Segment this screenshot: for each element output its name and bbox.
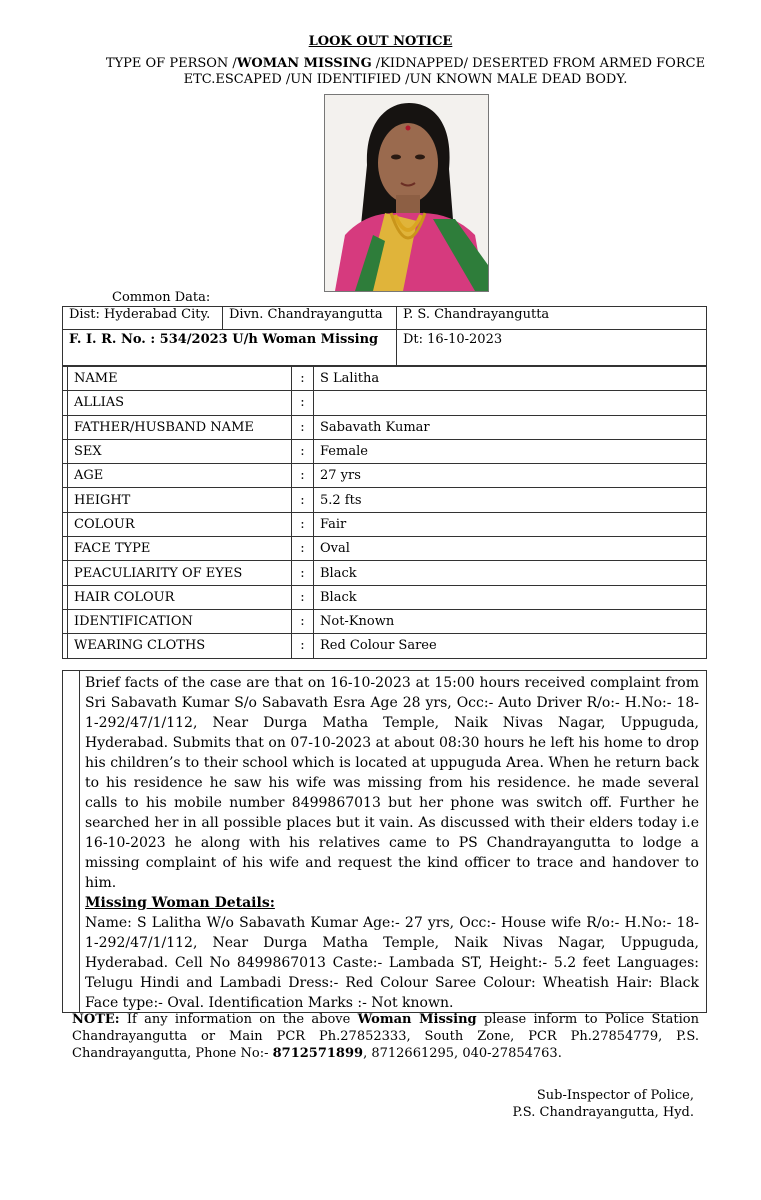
detail-value: Sabavath Kumar <box>314 415 707 439</box>
detail-label: ALLIAS <box>68 391 292 415</box>
type-prefix: TYPE OF PERSON / <box>105 56 237 71</box>
detail-row <box>63 488 707 512</box>
detail-value: Not-Known <box>314 609 707 633</box>
detail-colon: : <box>292 585 314 609</box>
common-data-label: Common Data: <box>112 290 211 305</box>
detail-label: COLOUR <box>68 512 292 536</box>
signature-title: Sub-Inspector of Police, <box>536 1088 694 1103</box>
brief-facts: Brief facts of the case are that on 16-10-2023 at 15:00 hours received complaint from Sri Sabavath Kumar S/o Sabavath Esra Age 28 yrs, Occ:- Auto Driver R/o:- H.No:- 18-1-292/47/1/112, Near Durga Matha Temple, Naik Nivas Nagar, Uppuguda, Hyderabad. Submits that on 07-10-2023 at about 08:30 hours he left his home to drop his children’s to their school which is located at uppuguda Area. When he return back to his residence he saw his wife was missing from his residence. he made several calls to his mobile number 8499867013 but her phone was switch off. Further he searched her in all possible places but it vain. As discussed with their elders today i.e 16-10-2023 he along with his relatives came to PS Chandrayangutta to lodge a missing complaint of his wife and request the kind officer to trace and handover to him. <box>85 675 699 891</box>
note-highlight: Woman Missing <box>357 1012 477 1027</box>
detail-row <box>63 561 707 585</box>
detail-colon: : <box>292 512 314 536</box>
case-facts-box <box>62 670 707 1013</box>
detail-row <box>63 367 707 391</box>
note-text-2: please inform to Police Station Chandrayangutta or Main PCR Ph.27852333, South Zone, PCR Ph.27854779, P.S. Chandrayangutta, Phone No:- <box>72 1012 699 1061</box>
detail-value: Black <box>314 561 707 585</box>
detail-label: NAME <box>68 367 292 391</box>
detail-value: S Lalitha <box>314 367 707 391</box>
facts-gutter-line <box>79 671 80 1012</box>
notice-title: LOOK OUT NOTICE <box>308 34 453 49</box>
detail-value: Red Colour Saree <box>314 634 707 658</box>
contact-note <box>72 1011 699 1062</box>
detail-value: 5.2 fts <box>314 488 707 512</box>
case-header-table <box>62 306 707 366</box>
missing-person-photo <box>324 94 489 292</box>
detail-label: WEARING CLOTHS <box>68 634 292 658</box>
detail-row <box>63 512 707 536</box>
detail-colon: : <box>292 391 314 415</box>
missing-details-heading: Missing Woman Details: <box>85 895 275 911</box>
fir-date-cell: Dt: 16-10-2023 <box>397 330 707 366</box>
detail-colon: : <box>292 634 314 658</box>
detail-row <box>63 464 707 488</box>
detail-colon: : <box>292 367 314 391</box>
detail-row <box>63 609 707 633</box>
note-text-1: If any information on the above <box>119 1012 358 1027</box>
detail-row <box>63 537 707 561</box>
detail-label: AGE <box>68 464 292 488</box>
detail-label: FACE TYPE <box>68 537 292 561</box>
detail-label: PEACULIARITY OF EYES <box>68 561 292 585</box>
district-cell: Dist: Hyderabad City. <box>63 307 223 330</box>
signature-station: P.S. Chandrayangutta, Hyd. <box>512 1105 694 1120</box>
police-station-cell: P. S. Chandrayangutta <box>397 307 707 330</box>
detail-colon: : <box>292 537 314 561</box>
detail-value <box>314 391 707 415</box>
person-details-table <box>62 366 707 659</box>
detail-colon: : <box>292 439 314 463</box>
detail-value: Fair <box>314 512 707 536</box>
person-type-line <box>100 56 711 88</box>
case-facts-text <box>85 673 699 1013</box>
detail-label: HAIR COLOUR <box>68 585 292 609</box>
note-text-3: , 8712661295, 040-27854763. <box>363 1046 562 1061</box>
detail-value: Female <box>314 439 707 463</box>
detail-value: Black <box>314 585 707 609</box>
detail-colon: : <box>292 561 314 585</box>
portrait-illustration <box>325 95 488 291</box>
detail-label: FATHER/HUSBAND NAME <box>68 415 292 439</box>
detail-colon: : <box>292 488 314 512</box>
missing-woman-details: Name: S Lalitha W/o Sabavath Kumar Age:- 27 yrs, Occ:- House wife R/o:- H.No:- 18-1-292/47/1/112, Near Durga Matha Temple, Naik Nivas Nagar, Uppuguda, Hyderabad. Cell No 8499867013 Caste:- Lambada ST, Height:- 5.2 feet Languages: Telugu Hindi and Lambadi Dress:- Red Colour Saree Colour: Wheatish Hair: Black Face type:- Oval. Identification Marks :- Not known. <box>85 915 699 1011</box>
detail-label: SEX <box>68 439 292 463</box>
detail-row <box>63 634 707 658</box>
detail-row <box>63 415 707 439</box>
detail-colon: : <box>292 415 314 439</box>
officer-signature <box>474 1087 694 1121</box>
note-label: NOTE: <box>72 1012 120 1027</box>
detail-value: 27 yrs <box>314 464 707 488</box>
detail-row <box>63 585 707 609</box>
detail-row <box>63 391 707 415</box>
detail-colon: : <box>292 464 314 488</box>
detail-row <box>63 439 707 463</box>
primary-phone: 8712571899 <box>272 1046 364 1061</box>
type-suffix: /KIDNAPPED/ DESERTED FROM ARMED FORCE ETC.ESCAPED /UN IDENTIFIED /UN KNOWN MALE DEAD BODY. <box>183 56 706 87</box>
detail-label: HEIGHT <box>68 488 292 512</box>
detail-label: IDENTIFICATION <box>68 609 292 633</box>
fir-number-cell: F. I. R. No. : 534/2023 U/h Woman Missing <box>63 330 397 366</box>
detail-value: Oval <box>314 537 707 561</box>
division-cell: Divn. Chandrayangutta <box>223 307 397 330</box>
detail-colon: : <box>292 609 314 633</box>
type-highlight: WOMAN MISSING <box>236 56 372 71</box>
